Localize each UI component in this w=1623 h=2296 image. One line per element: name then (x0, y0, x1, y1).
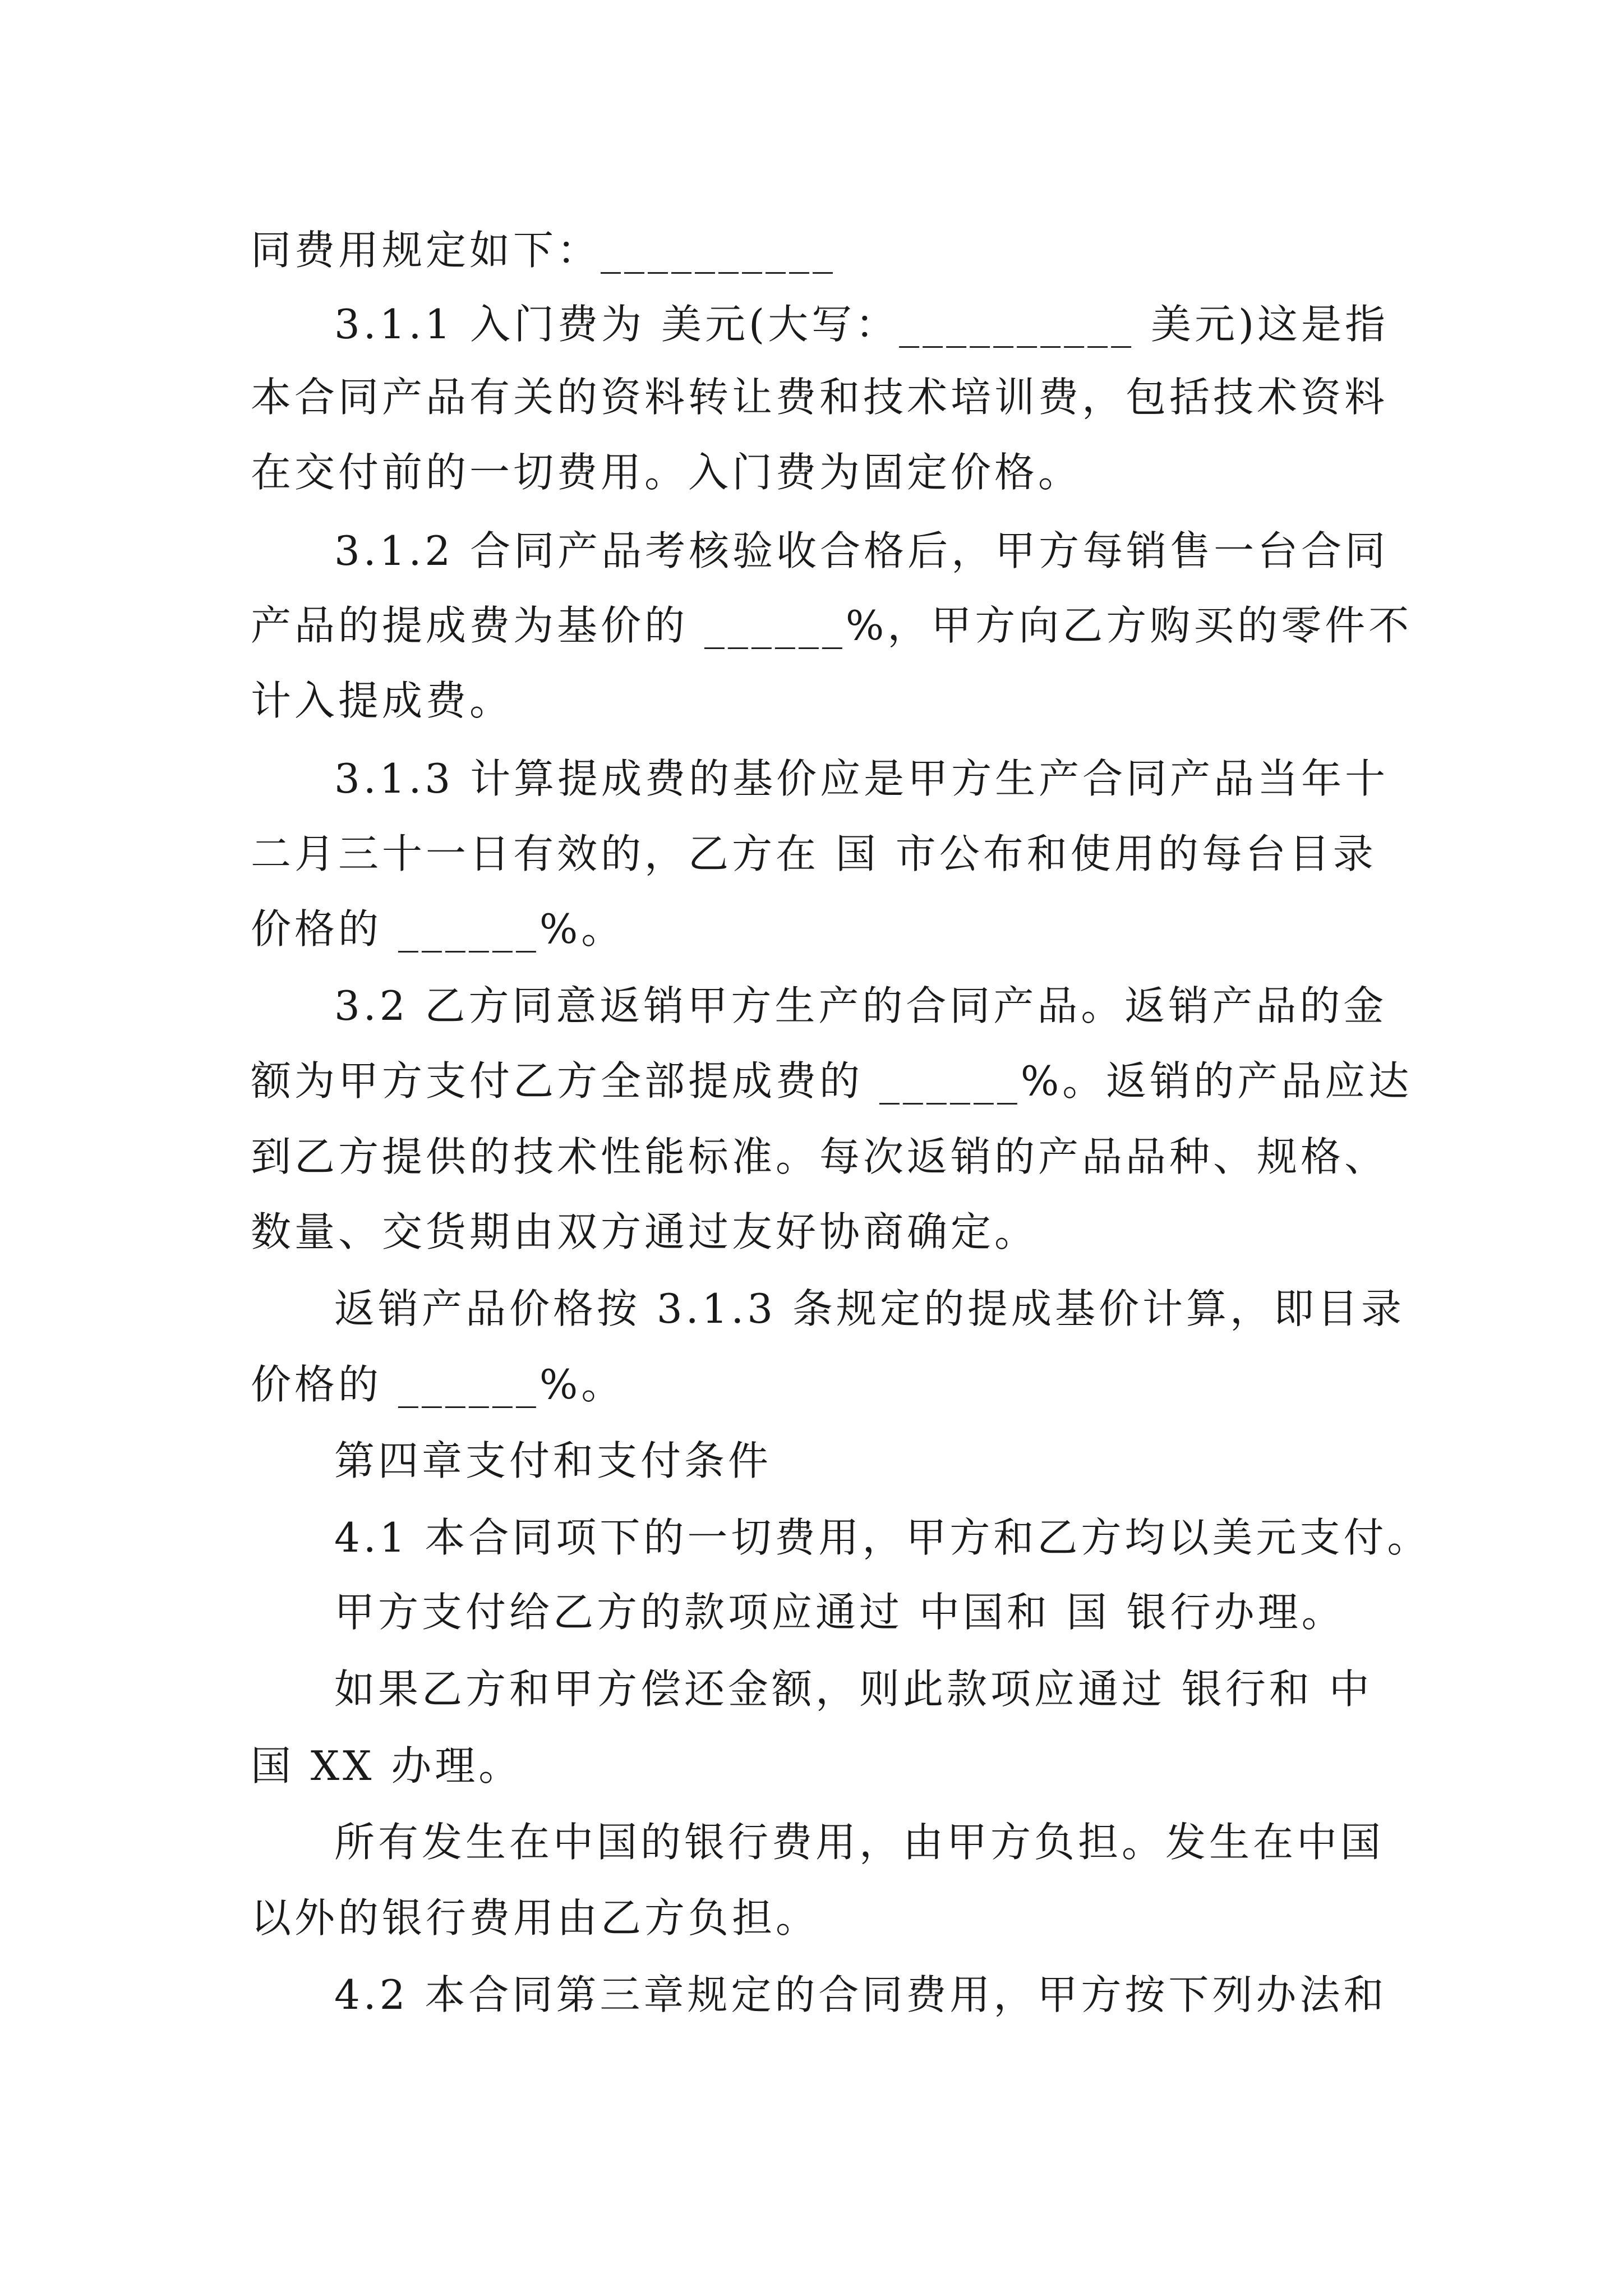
text-line-11: 3.2 乙方同意返销甲方生产的合同产品。返销产品的金 (334, 982, 1387, 1029)
text-line-1: 同费用规定如下：__________ (251, 227, 837, 274)
text-line-15: 返销产品价格按 3.1.3 条规定的提成基价计算，即目录 (334, 1285, 1405, 1332)
text-line-3: 本合同产品有关的资料转让费和技术培训费，包括技术资料 (251, 374, 1389, 421)
text-line-20: 如果乙方和甲方偿还金额，则此款项应通过 银行和 中 (334, 1665, 1373, 1713)
text-line-5: 3.1.2 合同产品考核验收合格后，甲方每销售一台合同 (334, 527, 1389, 574)
chapter-heading: 第四章支付和支付条件 (334, 1437, 772, 1484)
text-line-16: 价格的 ______%。 (251, 1361, 625, 1408)
text-line-7: 计入提成费。 (251, 677, 514, 724)
text-line-10: 价格的 ______%。 (251, 905, 625, 953)
text-line-6: 产品的提成费为基价的 ______%，甲方向乙方购买的零件不 (251, 602, 1413, 649)
text-line-22: 所有发生在中国的银行费用，由甲方负担。发生在中国 (334, 1819, 1385, 1866)
text-line-14: 数量、交货期由双方通过友好协商确定。 (251, 1208, 1039, 1255)
text-line-21: 国 XX 办理。 (251, 1742, 523, 1789)
text-line-18: 4.1 本合同项下的一切费用，甲方和乙方均以美元支付。 (334, 1514, 1431, 1561)
text-line-19: 甲方支付给乙方的款项应通过 中国和 国 银行办理。 (334, 1589, 1345, 1636)
text-line-9: 二月三十一日有效的，乙方在 国 市公布和使用的每台目录 (251, 830, 1377, 877)
text-line-24: 4.2 本合同第三章规定的合同费用，甲方按下列办法和 (334, 1971, 1387, 2018)
text-line-4: 在交付前的一切费用。入门费为固定价格。 (251, 449, 1082, 496)
text-line-23: 以外的银行费用由乙方负担。 (251, 1894, 820, 1941)
text-line-2: 3.1.1 入门费为 美元(大写：__________ 美元)这是指 (334, 301, 1389, 348)
text-line-13: 到乙方提供的技术性能标准。每次返销的产品品种、规格、 (251, 1133, 1389, 1180)
text-line-12: 额为甲方支付乙方全部提成费的 ______%。返销的产品应达 (251, 1057, 1413, 1105)
text-line-8: 3.1.3 计算提成费的基价应是甲方生产合同产品当年十 (334, 755, 1389, 802)
